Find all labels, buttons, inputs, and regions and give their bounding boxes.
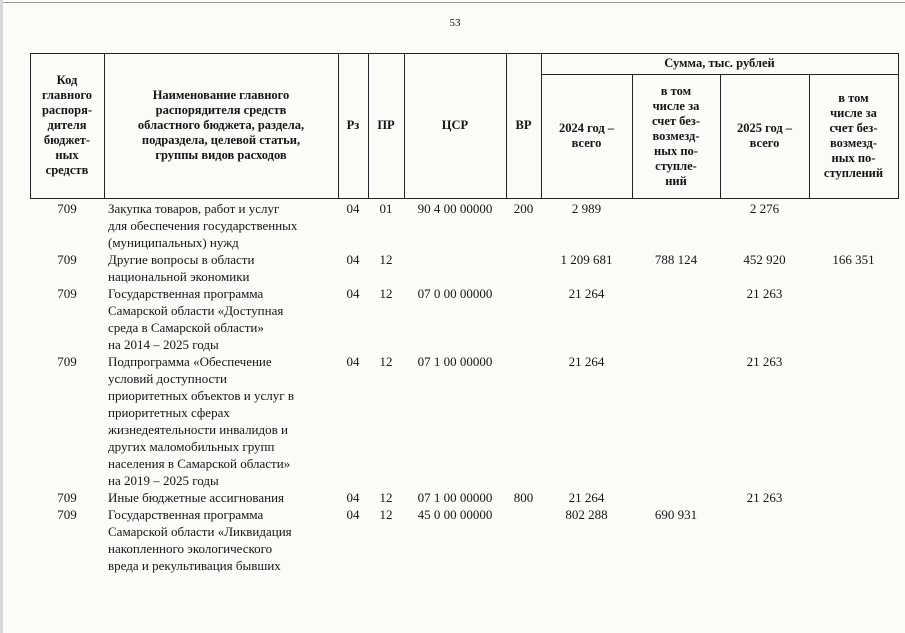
header-2024-free	[632, 74, 720, 198]
header-code-line: распоря-	[41, 103, 93, 117]
header-name-line: областного бюджета, раздела,	[137, 118, 305, 132]
header-border-bottom	[30, 198, 898, 199]
row-code: 709	[57, 252, 77, 267]
row-code: 709	[57, 201, 77, 216]
row-name-line: Подпрограмма «Обеспечение	[108, 354, 272, 369]
row-name-line: на 2014 – 2025 годы	[108, 337, 219, 352]
row-rz: 04	[346, 354, 360, 369]
header-2025-free-line: ных по-	[831, 151, 876, 165]
row-vr: 200	[513, 201, 534, 216]
row-csr: 90 4 00 00000	[417, 201, 493, 216]
row-y2024-total: 21 264	[568, 286, 605, 301]
row-code: 709	[57, 490, 77, 505]
header-code-line: главного	[41, 88, 93, 102]
row-name-line: Государственная программа	[108, 286, 264, 301]
header-2025-free-line: ступлений	[823, 166, 884, 180]
header-rz: Рз	[346, 118, 360, 132]
row-name-line: приоритетных сферах	[108, 405, 230, 420]
row-code: 709	[57, 507, 77, 522]
row-name-line: Иные бюджетные ассигнования	[108, 490, 285, 505]
row-csr: 07 0 00 00000	[417, 286, 493, 301]
row-name-line: среда в Самарской области»	[108, 320, 264, 335]
header-2024-total	[541, 74, 632, 198]
header-2025-total	[720, 74, 809, 198]
row-y2025-total: 21 263	[746, 286, 783, 301]
header-2024-free-line: ступле-	[655, 158, 697, 173]
header-csr: ЦСР	[441, 118, 469, 132]
header-2025-free	[809, 74, 898, 198]
page-number: 53	[449, 17, 461, 29]
header-2025-free-line: счет без-	[829, 121, 878, 135]
header-2025-total-line: 2025 год –	[736, 121, 793, 135]
header-code	[30, 53, 104, 198]
header-sum: Сумма, тыс. рублей	[664, 56, 775, 70]
header-column-divider	[898, 53, 899, 199]
header-2024-free-line: числе за	[652, 98, 700, 113]
row-name-line: на 2019 – 2025 годы	[108, 473, 219, 488]
header-code-line: ных	[55, 148, 79, 162]
row-y2025-total: 452 920	[743, 252, 786, 267]
header-name	[104, 53, 338, 198]
header-pr: ПР	[377, 118, 395, 132]
row-y2025-total: 21 263	[746, 490, 783, 505]
row-rz: 04	[346, 507, 360, 522]
row-pr: 12	[379, 286, 393, 301]
header-code-line: Код	[56, 73, 78, 87]
row-name-line: Государственная программа	[108, 507, 264, 522]
row-code: 709	[57, 354, 77, 369]
row-name-line: других маломобильных групп	[108, 439, 275, 454]
row-pr: 12	[379, 507, 393, 522]
row-rz: 04	[346, 286, 360, 301]
header-name-line: Наименование главного	[152, 88, 290, 102]
row-name-line: вреда и рекультивация бывших	[108, 558, 281, 573]
row-name-line: национальной экономики	[108, 269, 250, 284]
header-2024-total-line: всего	[571, 136, 602, 150]
row-rz: 04	[346, 490, 360, 505]
row-pr: 12	[379, 252, 393, 267]
header-2025-free-line: возмезд-	[829, 136, 878, 150]
header-2025-free-line: в том	[838, 91, 869, 105]
row-name-line: жизнедеятельности инвалидов и	[108, 422, 288, 437]
header-2024-free-line: счет без-	[652, 113, 700, 128]
header-2024-total-line: 2024 год –	[558, 121, 615, 135]
row-csr: 07 1 00 00000	[417, 354, 493, 369]
row-name-line: Самарской области «Доступная	[108, 303, 284, 318]
header-2024-free-line: ний	[665, 173, 687, 188]
row-name-line: (муниципальных) нужд	[108, 235, 239, 250]
header-2024-free-line: ных по-	[654, 143, 698, 158]
row-y2025-total: 2 276	[749, 201, 780, 216]
header-name-line: распорядителя средств	[155, 103, 287, 117]
row-y2024-total: 802 288	[565, 507, 608, 522]
header-code-line: бюджет-	[43, 133, 91, 147]
row-y2025-free: 166 351	[832, 252, 875, 267]
row-rz: 04	[346, 252, 360, 267]
header-vr: ВР	[515, 118, 532, 132]
header-2025-total-line: всего	[749, 136, 780, 150]
header-2024-free-line: возмезд-	[652, 128, 700, 143]
row-pr: 01	[379, 201, 393, 216]
header-2025-free-line: числе за	[830, 106, 877, 120]
row-vr: 800	[513, 490, 534, 505]
row-name-line: Самарской области «Ликвидация	[108, 524, 292, 539]
row-name-line: населения в Самарской области»	[108, 456, 291, 471]
row-y2025-total: 21 263	[746, 354, 783, 369]
header-name-line: группы видов расходов	[155, 148, 287, 162]
header-code-line: средств	[45, 163, 89, 177]
row-code: 709	[57, 286, 77, 301]
row-name-line: Закупка товаров, работ и услуг	[108, 201, 280, 216]
row-csr: 45 0 00 00000	[417, 507, 493, 522]
row-y2024-total: 1 209 681	[560, 252, 613, 267]
row-rz: 04	[346, 201, 360, 216]
row-y2024-total: 21 264	[568, 490, 605, 505]
row-name-line: условий доступности	[108, 371, 227, 386]
header-2024-free-line: в том	[660, 83, 692, 98]
row-y2024-total: 2 989	[571, 201, 602, 216]
row-name-line: для обеспечения государственных	[108, 218, 298, 233]
row-y2024-free: 788 124	[654, 252, 698, 267]
row-name-line: Другие вопросы в области	[108, 252, 255, 267]
header-code-line: дителя	[47, 118, 87, 132]
scan-edge-line	[0, 0, 3, 633]
header-name-line: подраздела, целевой статьи,	[141, 133, 301, 147]
row-y2024-total: 21 264	[568, 354, 605, 369]
row-pr: 12	[379, 490, 393, 505]
row-pr: 12	[379, 354, 393, 369]
row-name-line: приоритетных объектов и услуг в	[108, 388, 294, 403]
row-y2024-free: 690 931	[654, 507, 698, 522]
row-name-line: накопленного экологического	[108, 541, 273, 556]
scan-edge-line	[0, 2, 905, 3]
row-csr: 07 1 00 00000	[417, 490, 493, 505]
